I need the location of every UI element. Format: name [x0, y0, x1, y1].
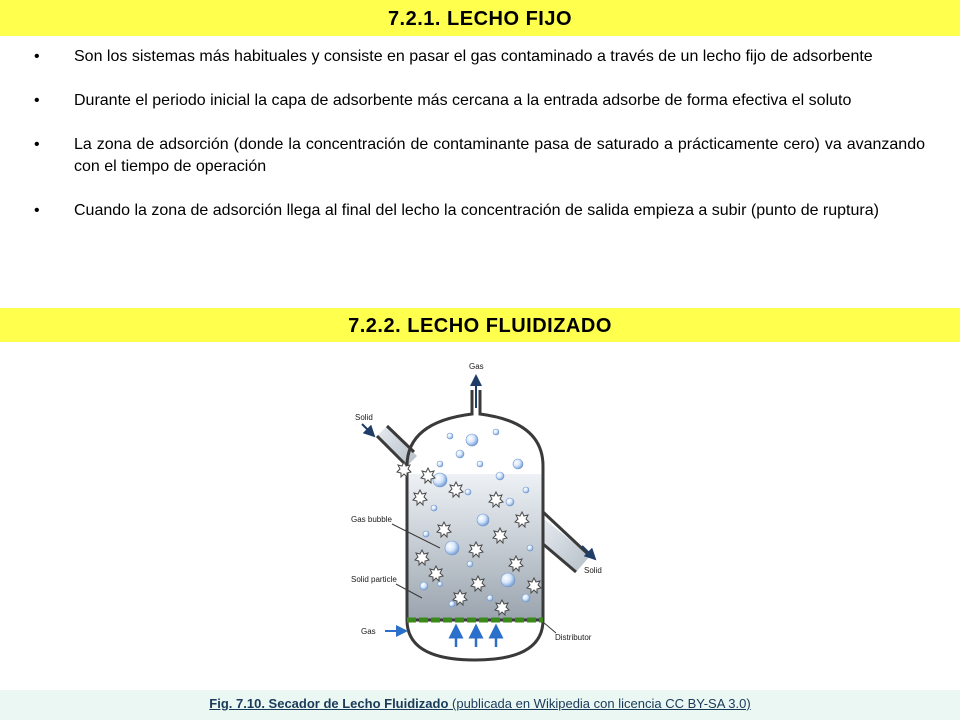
bullet-item	[30, 46, 925, 68]
section-title-lecho-fijo: 7.2.1. LECHO FIJO	[0, 0, 960, 36]
label-solid-particle: Solid particle	[351, 575, 397, 584]
bullet-item	[30, 90, 925, 112]
solid-in-arrow	[362, 424, 374, 436]
label-gas-top: Gas	[469, 362, 484, 371]
bullet-item	[30, 134, 925, 178]
label-gas-in: Gas	[361, 627, 376, 636]
bullet-text: Durante el periodo inicial la capa de adsorbente más cercana a la entrada adsorbe de forma efectiva el soluto	[74, 92, 852, 109]
bullet-dot-icon: •	[34, 202, 40, 219]
label-solid-out: Solid	[584, 566, 602, 575]
distributor-callout-line	[543, 622, 556, 633]
caption-title: Fig. 7.10. Secador de Lecho Fluidizado	[209, 696, 449, 711]
bullet-item	[30, 200, 925, 222]
bullet-text: Cuando la zona de adsorción llega al final del lecho la concentración de salida empieza a subir (punto de ruptura)	[74, 202, 879, 219]
bullet-dot-icon: •	[34, 136, 40, 153]
bullet-dot-icon: •	[34, 92, 40, 109]
label-gas-bubble: Gas bubble	[351, 515, 392, 524]
bullet-dot-icon: •	[34, 48, 40, 65]
figure-caption	[0, 696, 960, 711]
fluidized-bed-diagram	[350, 352, 620, 672]
caption-source: (publicada en Wikipedia con licencia CC BY-SA 3.0)	[448, 696, 751, 711]
bullet-text: La zona de adsorción (donde la concentración de contaminante pasa de saturado a prácticamente cero) va avanzando con el tiempo de operación	[74, 136, 925, 175]
label-solid-in: Solid	[355, 413, 373, 422]
section-title-lecho-fluidizado: 7.2.2. LECHO FLUIDIZADO	[0, 308, 960, 342]
bullet-text: Son los sistemas más habituales y consiste en pasar el gas contaminado a través de un lecho fijo de adsorbente	[74, 48, 873, 65]
label-distributor: Distributor	[555, 633, 592, 642]
bullet-list	[30, 46, 925, 244]
